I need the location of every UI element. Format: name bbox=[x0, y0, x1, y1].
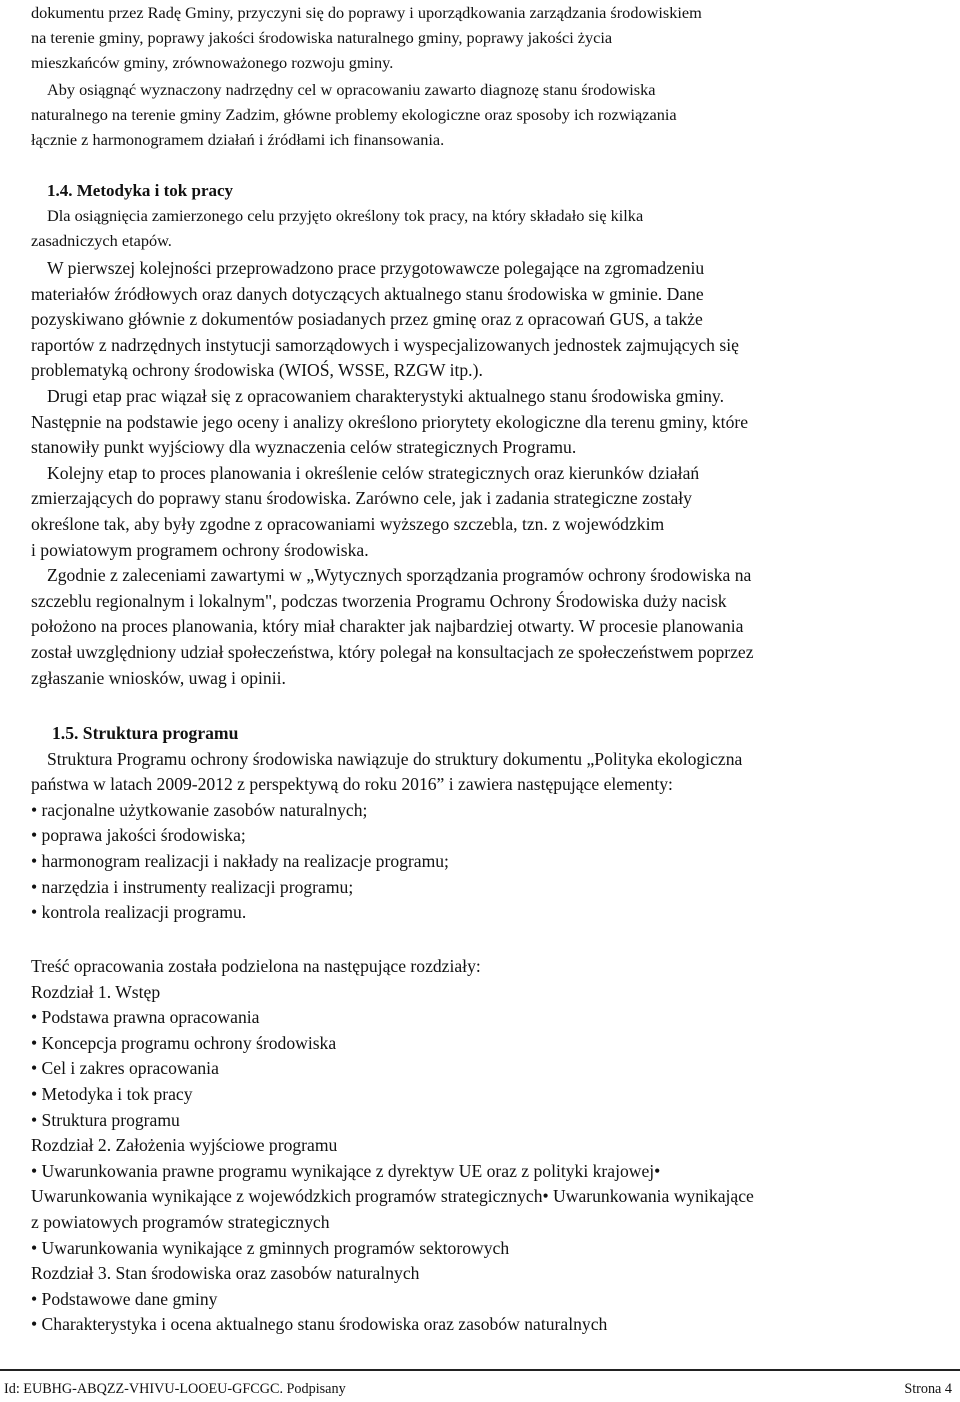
text-line: Aby osiągnąć wyznaczony nadrzędny cel w opracowaniu zawarto diagnozę stanu środowiska bbox=[47, 80, 656, 99]
text-line: Struktura Programu ochrony środowiska nawiązuje do struktury dokumentu „Polityka ekologiczna bbox=[47, 748, 743, 769]
list-item: • Podstawa prawna opracowania bbox=[31, 1007, 260, 1028]
list-item: • racjonalne użytkowanie zasobów naturalnych; bbox=[31, 799, 368, 820]
list-item: • kontrola realizacji programu. bbox=[31, 902, 247, 923]
list-item: • Struktura programu bbox=[31, 1109, 180, 1130]
text-line: Dla osiągnięcia zamierzonego celu przyjęto określony tok pracy, na który składało się kilka bbox=[47, 206, 644, 226]
chapter-title: Rozdział 2. Założenia wyjściowe programu bbox=[31, 1135, 338, 1156]
list-item: • Uwarunkowania wynikające z gminnych programów sektorowych bbox=[31, 1237, 510, 1258]
text-line: mieszkańców gminy, zrównoważonego rozwoju gminy. bbox=[31, 53, 394, 73]
intro-paragraph-2 bbox=[31, 77, 956, 153]
section-heading: 1.4. Metodyka i tok pracy bbox=[47, 181, 234, 200]
text-line: szczeblu regionalnym i lokalnym", podczas tworzenia Programu Ochrony Środowiska duży nacisk bbox=[31, 590, 727, 611]
text-line: raportów z nadrzędnych instytucji samorządowych i wyspecjalizowanych jednostek zajmujących się bbox=[31, 334, 739, 355]
text-line: określone tak, aby były zgodne z opracowaniami wyższego szczebla, tzn. z wojewódzkim bbox=[31, 513, 665, 534]
text-line: dokumentu przez Radę Gminy, przyczyni się do poprawy i uporządkowania zarządzania środowiskiem bbox=[31, 3, 702, 22]
page-number: Strona 4 bbox=[904, 1381, 952, 1397]
text-line: i powiatowym programem ochrony środowiska. bbox=[31, 539, 369, 560]
text-line: zasadniczych etapów. bbox=[31, 231, 172, 251]
section-1-4 bbox=[31, 178, 956, 254]
list-item: • Charakterystyka i ocena aktualnego stanu środowiska oraz zasobów naturalnych bbox=[31, 1314, 608, 1335]
list-item: • harmonogram realizacji i nakłady na realizacje programu; bbox=[31, 850, 449, 871]
text-line: zmierzających do poprawy stanu środowiska. Zarówno cele, jak i zadania strategiczne zostały bbox=[31, 488, 692, 509]
text-line: pozyskiwano głównie z dokumentów posiadanych przez gminę oraz z opracowań GUS, a także bbox=[31, 309, 703, 330]
text-line: położono na proces planowania, który miał charakter jak najbardziej otwarty. W procesie planowania bbox=[31, 616, 744, 637]
text-line: naturalnego na terenie gminy Zadzim, główne problemy ekologiczne oraz sposoby ich rozwiązania bbox=[31, 105, 677, 125]
footer-divider bbox=[0, 1369, 960, 1371]
chapter-title: Rozdział 3. Stan środowiska oraz zasobów naturalnych bbox=[31, 1263, 420, 1284]
text-line: państwa w latach 2009-2012 z perspektywą do roku 2016” i zawiera następujące elementy: bbox=[31, 774, 673, 795]
text-line: problematyką ochrony środowiska (WIOŚ, WSSE, RZGW itp.). bbox=[31, 360, 483, 381]
chapter-title: Rozdział 1. Wstęp bbox=[31, 981, 161, 1002]
intro-paragraph-1 bbox=[31, 0, 956, 76]
list-item: • Cel i zakres opracowania bbox=[31, 1058, 219, 1079]
text-line: materiałów źródłowych oraz danych dotyczących aktualnego stanu środowiska w gminie. Dane bbox=[31, 283, 704, 304]
text-line: W pierwszej kolejności przeprowadzono prace przygotowawcze polegające na zgromadzeniu bbox=[47, 258, 705, 278]
contents-intro: Treść opracowania została podzielona na następujące rozdziały: bbox=[31, 956, 481, 976]
section-1-5 bbox=[31, 721, 956, 926]
list-item: • Podstawowe dane gminy bbox=[31, 1288, 218, 1309]
list-item: • Koncepcja programu ochrony środowiska bbox=[31, 1032, 337, 1053]
list-item: Uwarunkowania wynikające z wojewódzkich programów strategicznych• Uwarunkowania wynikające bbox=[31, 1186, 754, 1207]
list-item: • Uwarunkowania prawne programu wynikające z dyrektyw UE oraz z polityki krajowej• bbox=[31, 1160, 661, 1181]
section-heading: 1.5. Struktura programu bbox=[52, 723, 239, 743]
text-line: zgłaszanie wniosków, uwag i opinii. bbox=[31, 667, 286, 688]
text-line: został uwzględniony udział społeczeństwa, który polegał na konsultacjach ze społeczeństwem poprzez bbox=[31, 641, 754, 662]
list-item: • poprawa jakości środowiska; bbox=[31, 825, 246, 846]
page-footer bbox=[4, 1380, 952, 1398]
contents-outline bbox=[31, 954, 956, 1338]
text-line: na terenie gminy, poprawy jakości środowiska naturalnego gminy, poprawy jakości życia bbox=[31, 28, 613, 48]
text-line: stanowiły punkt wyjściowy dla wyznaczenia celów strategicznych Programu. bbox=[31, 437, 577, 458]
list-item: • Metodyka i tok pracy bbox=[31, 1083, 193, 1104]
text-line: Kolejny etap to proces planowania i określenie celów strategicznych oraz kierunków działań bbox=[47, 462, 700, 483]
text-line: Następnie na podstawie jego oceny i analizy określono priorytety ekologiczne dla terenu gminy, które bbox=[31, 411, 749, 432]
document-id: Id: EUBHG-ABQZZ-VHIVU-LOOEU-GFCGC. Podpisany bbox=[4, 1381, 346, 1397]
text-line: łącznie z harmonogramem działań i źródłami ich finansowania. bbox=[31, 130, 445, 150]
list-item: • narzędzia i instrumenty realizacji programu; bbox=[31, 876, 354, 897]
section-1-4-body bbox=[31, 256, 956, 691]
text-line: Zgodnie z zaleceniami zawartymi w „Wytycznych sporządzania programów ochrony środowiska na bbox=[47, 565, 752, 586]
text-line: Drugi etap prac wiązał się z opracowaniem charakterystyki aktualnego stanu środowiska gminy. bbox=[47, 385, 724, 406]
list-item: z powiatowych programów strategicznych bbox=[31, 1211, 330, 1232]
